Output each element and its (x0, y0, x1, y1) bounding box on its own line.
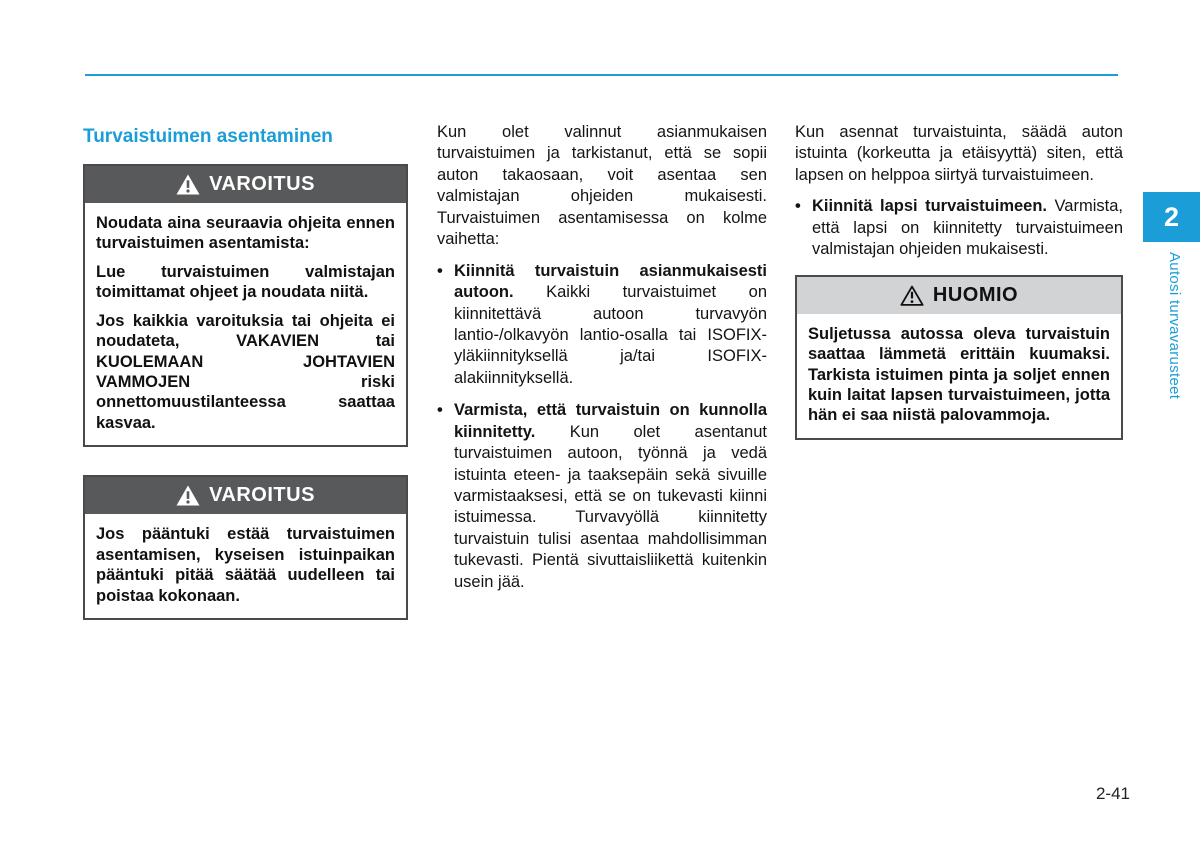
bullet-lead: Varmista, että turvaistuin on kunnolla kiinnitetty. (454, 401, 767, 441)
warning-paragraph: Jos kaikkia varoituksia tai ohjeita ei noudateta, VAKAVIEN tai KUOLEMAAN JOHTAVIEN VAMMOJEN riski onnettomuustilanteessa saattaa kasvaa. (96, 311, 395, 432)
warning-triangle-icon (176, 174, 200, 195)
bullet-text: Kaikki turvaistuimet on kiinnitettävä autoon turvavyön lantio-/olkavyön lantio-osalla tai ISOFIX-yläkiinnityksellä ja/tai ISOFIX-alakiinnityksellä. (454, 283, 767, 387)
caution-box-title: HUOMIO (932, 283, 1019, 306)
bullet-item (437, 400, 767, 593)
body-paragraph: Kun asennat turvaistuinta, säädä auton istuinta (korkeutta ja etäisyyttä) siten, että lapsen on helppoa siirtyä turvaistuimeen. (795, 123, 1123, 184)
warning-box-2-header (85, 477, 406, 514)
caution-box (795, 275, 1123, 440)
warning-paragraph: Jos pääntuki estää turvaistuimen asentamisen, kyseisen istuinpaikan pääntuki pitää säätää uudelleen tai poistaa kokonaan. (96, 525, 395, 605)
caution-box-body (797, 314, 1121, 438)
bullet-text: Kun olet asentanut turvaistuimen autoon, työnnä ja vedä istuinta eteen- ja taaksepäin sekä sivuille varmistaaksesi, että se on tukevasti kiinni istuimessa. Turvavyöllä kiinnitetty turvaistuin tulisi asentaa mahdollisimman tukevasti. Pientä sivuttaisliikettä kuitenkin usein jää. (454, 422, 767, 591)
caution-triangle-icon (900, 285, 924, 306)
bullet-lead: Kiinnitä lapsi turvaistuimeen. (812, 197, 1048, 216)
warning-box-2-title: VAROITUS (209, 484, 315, 507)
chapter-tab (1143, 192, 1200, 242)
warning-box-1-body (85, 203, 406, 446)
middle-column (437, 122, 767, 604)
right-column (795, 122, 1123, 440)
warning-box-2-body (85, 514, 406, 618)
bullet-item (437, 261, 767, 390)
caution-box-header (797, 277, 1121, 314)
warning-paragraph: Lue turvaistuimen valmistajan toimittamat ohjeet ja noudata niitä. (96, 262, 395, 302)
warning-box-1-title: VAROITUS (209, 172, 315, 195)
warning-box-1 (83, 164, 408, 448)
bullet-text: Varmista, että lapsi on kiinnitetty turvaistuimeen valmistajan ohjeiden mukaisesti. (812, 197, 1123, 259)
page-number: 2-41 (1095, 784, 1130, 803)
caution-paragraph: Suljetussa autossa oleva turvaistuin saattaa lämmetä erittäin kuumaksi. Tarkista istuimen pinta ja soljet ennen kuin laitat lapsen turvaistuimeen, jotta hän ei saa niistä palovammoja. (808, 324, 1110, 425)
body-paragraph: Kun olet valinnut asianmukaisen turvaistuimen ja tarkistanut, että se sopii auton takaosaan, voit asentaa sen valmistajan ohjeiden mukaisesti. Turvaistuimen asentamisessa on kolme vaihetta: (437, 123, 767, 249)
warning-triangle-icon (176, 485, 200, 506)
left-column (83, 126, 408, 620)
page-title: Turvaistuimen asentaminen (83, 126, 333, 147)
top-rule (85, 74, 1118, 76)
warning-box-1-header (85, 166, 406, 203)
bullet-item (795, 196, 1123, 260)
warning-paragraph: Noudata aina seuraavia ohjeita ennen turvaistuimen asentamista: (96, 213, 395, 253)
bullet-lead: Kiinnitä turvaistuin asianmukaisesti autoon. (454, 261, 767, 302)
chapter-label-vertical: Autosi turvavarusteet (1166, 252, 1183, 400)
chapter-number: 2 (1163, 201, 1180, 232)
warning-box-2 (83, 475, 408, 620)
